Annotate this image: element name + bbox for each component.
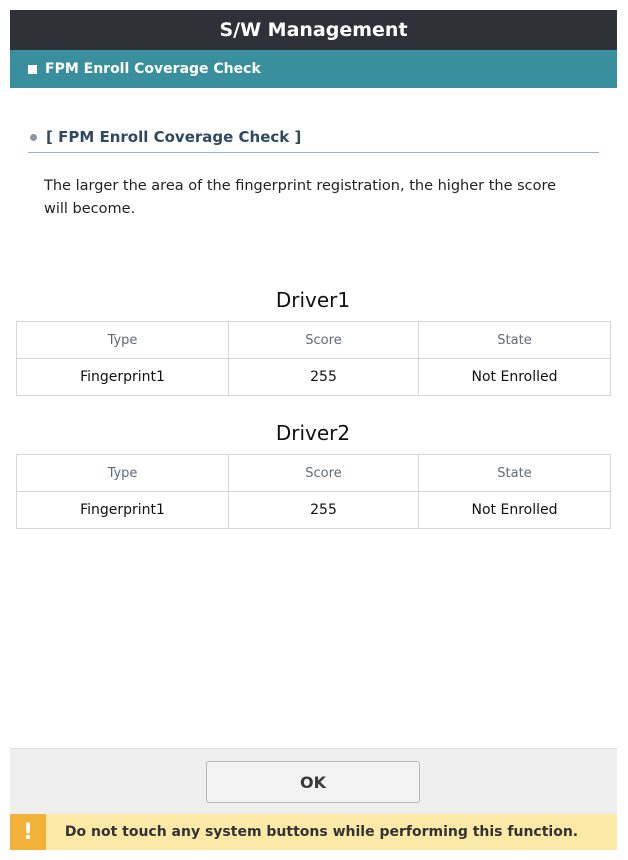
section-header [10,50,617,88]
table-header-row [17,455,611,492]
column-header-type: Type [17,322,229,359]
cell-state: Not Enrolled [419,492,611,529]
footer-bar [10,748,617,815]
subheading-title: [ FPM Enroll Coverage Check ] [46,128,302,146]
sw-management-window [10,10,617,850]
ok-button[interactable]: OK [206,761,420,803]
cell-score: 255 [229,492,419,529]
driver2-table [16,454,611,529]
table-header-row [17,322,611,359]
column-header-state: State [419,455,611,492]
table-row [17,492,611,529]
cell-type: Fingerprint1 [17,359,229,396]
cell-type: Fingerprint1 [17,492,229,529]
driver2-title: Driver2 [275,421,351,445]
square-bullet-icon [28,65,37,74]
driver1-table [16,321,611,396]
column-header-score: Score [229,322,419,359]
column-header-state: State [419,322,611,359]
subheading [28,122,599,153]
cell-state: Not Enrolled [419,359,611,396]
warning-bar [10,814,617,850]
description-text: The larger the area of the fingerprint registration, the higher the score will become. [44,178,557,217]
exclamation-icon: ! [10,814,46,850]
driver1-title: Driver1 [275,288,351,312]
cell-score: 255 [229,359,419,396]
warning-text: Do not touch any system buttons while performing this function. [64,824,579,840]
dot-bullet-icon [30,134,37,141]
section-title: FPM Enroll Coverage Check [45,61,261,77]
column-header-score: Score [229,455,419,492]
table-row [17,359,611,396]
column-header-type: Type [17,455,229,492]
window-title: S/W Management [10,10,617,50]
